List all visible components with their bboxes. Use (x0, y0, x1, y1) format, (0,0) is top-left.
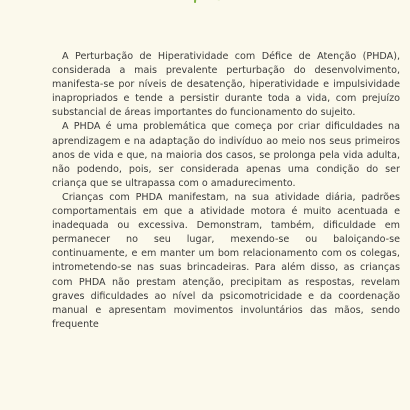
chapter-title-decoration (168, 0, 248, 6)
chapter-body-text (52, 50, 400, 332)
paragraph-3: Crianças com PHDA manifestam, na sua atividade diária, padrões comportamentais em que a atividade motora é muito acentuada e inadequada ou excessiva. Demonstram, também, dificuldade em permanecer no seu lugar, mexendo-se ou baloiçando-se continuamente, e em manter um bom relacionamento com os colegas, intrometendo-se nas suas brincadeiras. Para além disso, as crianças com PHDA não prestam atenção, precipitam as respostas, revelam graves dificuldades ao nível da psicomotricidade e da coordenação manual e apresentam movimentos involuntários das mãos, sendo frequente (52, 191, 400, 330)
paragraph-1: A Perturbação de Hiperatividade com Défice de Atenção (PHDA), considerada a mais prevalente perturbação do desenvolvimento, manifesta-se por níveis de desatenção, hiperatividade e impulsividade inapropriados e tende a persistir durante toda a vida, com prejuízo substancial de áreas importantes do funcionamento do sujeito. (52, 51, 400, 119)
paragraph-2: A PHDA é uma problemática que começa por criar dificuldades na aprendizagem e na adaptação do indivíduo ao meio nos seus primeiros anos de vida e que, na maioria dos casos, se prolonga pela vida adulta, não podendo, pois, ser considerada apenas uma condição do ser criança que se ultrapassa com o amadurecimento. (52, 121, 400, 189)
chapter-title-fragment (168, 0, 248, 6)
